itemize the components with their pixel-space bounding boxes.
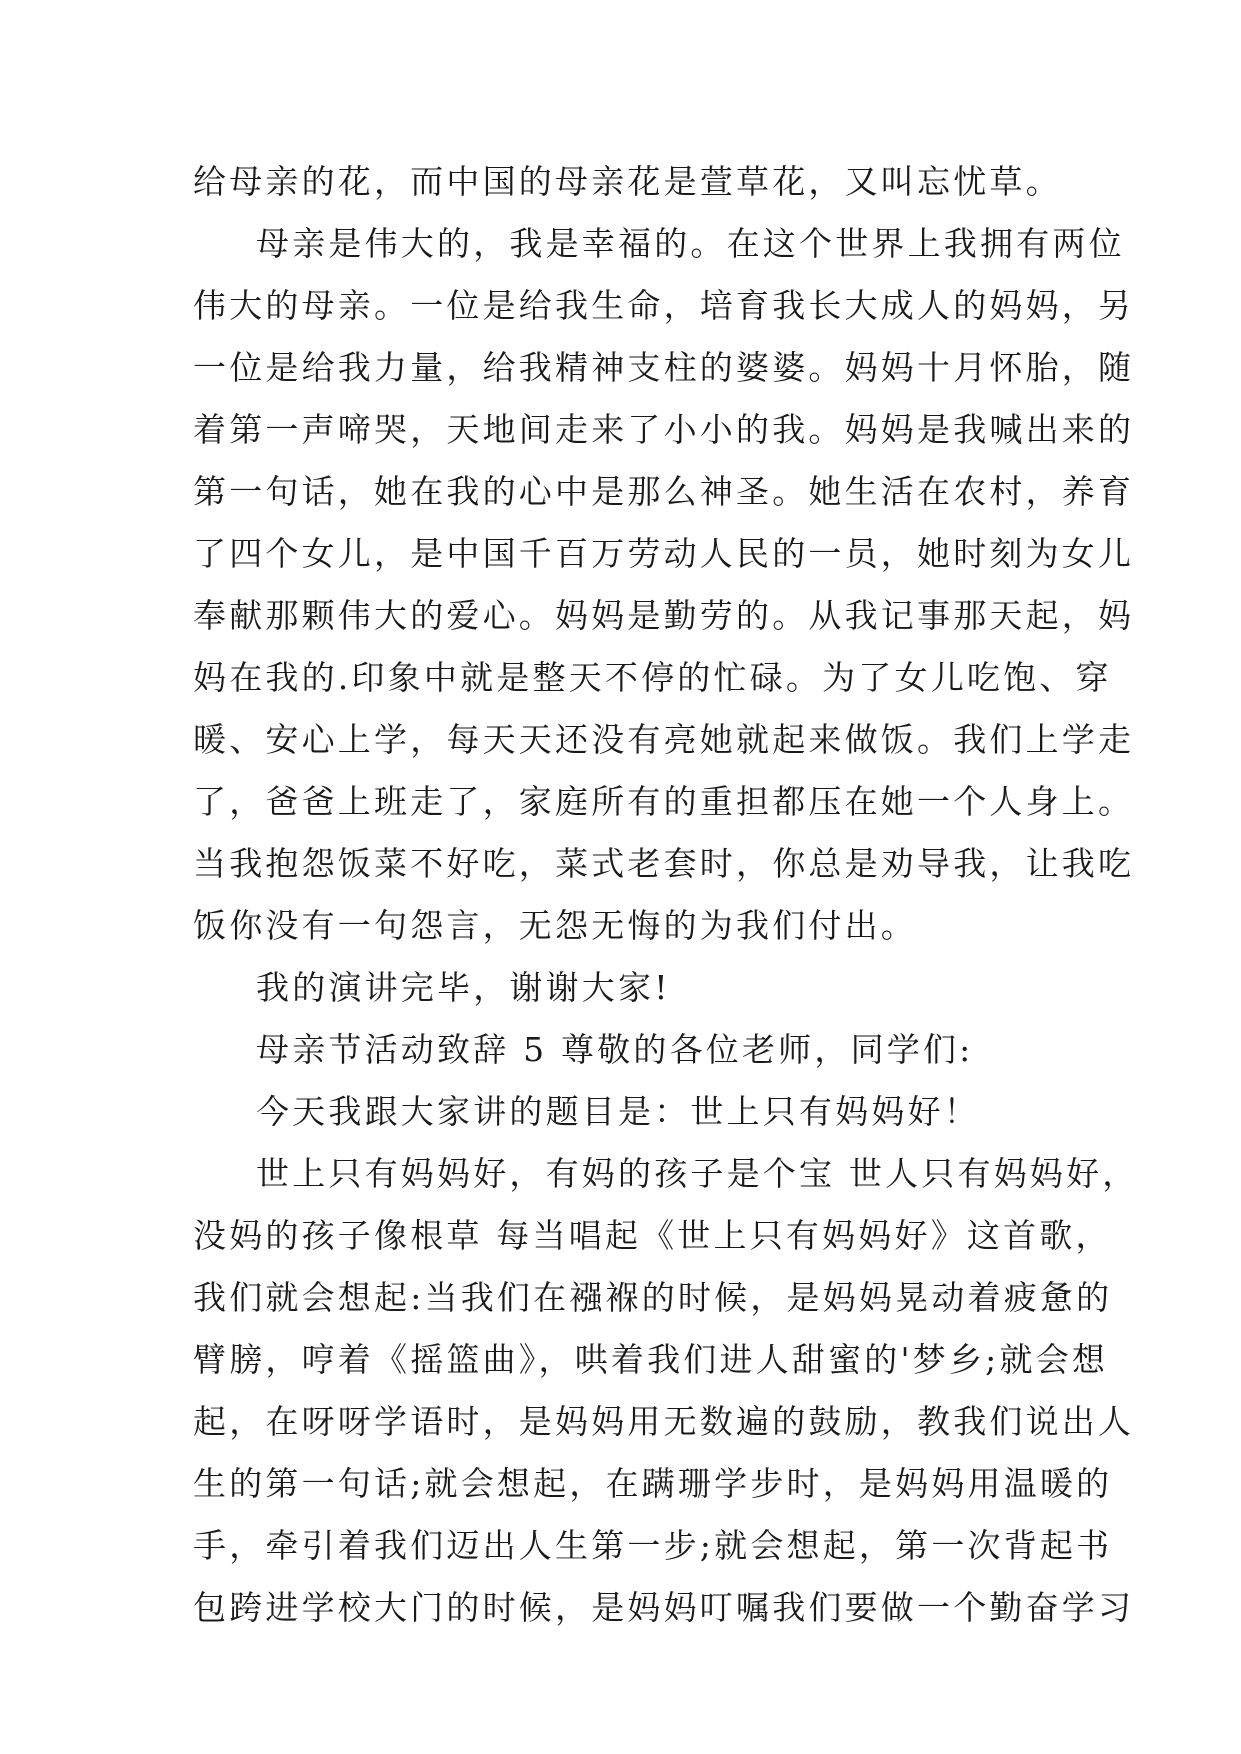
text-line: 暖、安心上学，每天天还没有亮她就起来做饭。我们上学走 <box>193 720 1135 759</box>
text-line: 第一句话，她在我的心中是那么神圣。她生活在农村，养育 <box>193 472 1135 511</box>
text-line: 臂膀，哼着《摇篮曲》，哄着我们进人甜蜜的'梦乡;就会想 <box>193 1340 1109 1379</box>
text-line: 一位是给我力量，给我精神支柱的婆婆。妈妈十月怀胎，随 <box>193 348 1135 387</box>
section-heading-line: 母亲节活动致辞 5 尊敬的各位老师，同学们: <box>256 1030 974 1069</box>
paragraph-start-line: 世上只有妈妈好，有妈的孩子是个宝 世人只有妈妈好， <box>256 1154 1139 1193</box>
text-line: 饭你没有一句怨言，无怨无悔的为我们付出。 <box>193 906 917 945</box>
text-line: 伟大的母亲。一位是给我生命，培育我长大成人的妈妈，另 <box>193 286 1135 325</box>
text-line: 起，在呀呀学语时，是妈妈用无数遍的鼓励，教我们说出人 <box>193 1402 1135 1441</box>
text-line: 当我抱怨饭菜不好吃，菜式老套时，你总是劝导我，让我吃 <box>193 844 1135 883</box>
text-line: 妈在我的.印象中就是整天不停的忙碌。为了女儿吃饱、穿 <box>193 658 1112 697</box>
text-line: 没妈的孩子像根草 每当唱起《世上只有妈妈好》这首歌， <box>193 1216 1112 1255</box>
text-line: 了，爸爸上班走了，家庭所有的重担都压在她一个人身上。 <box>193 782 1135 821</box>
text-line: 奉献那颗伟大的爱心。妈妈是勤劳的。从我记事那天起，妈 <box>193 596 1135 635</box>
text-line: 着第一声啼哭，天地间走来了小小的我。妈妈是我喊出来的 <box>193 410 1135 449</box>
topic-line: 今天我跟大家讲的题目是：世上只有妈妈好！ <box>256 1092 980 1131</box>
text-line: 了四个女儿，是中国千百万劳动人民的一员，她时刻为女儿 <box>193 534 1135 573</box>
closing-line: 我的演讲完毕，谢谢大家! <box>256 968 671 1007</box>
paragraph-start-line: 母亲是伟大的，我是幸福的。在这个世界上我拥有两位 <box>256 224 1125 263</box>
text-line: 包跨进学校大门的时候，是妈妈叮嘱我们要做一个勤奋学习 <box>193 1588 1135 1627</box>
text-line: 手，牵引着我们迈出人生第一步;就会想起，第一次背起书 <box>193 1526 1113 1565</box>
text-line: 我们就会想起:当我们在襁褓的时候，是妈妈晃动着疲惫的 <box>193 1278 1113 1317</box>
text-line: 给母亲的花，而中国的母亲花是萱草花，又叫忘忧草。 <box>193 162 1062 201</box>
text-line: 生的第一句话;就会想起，在蹒珊学步时，是妈妈用温暖的 <box>193 1464 1113 1503</box>
